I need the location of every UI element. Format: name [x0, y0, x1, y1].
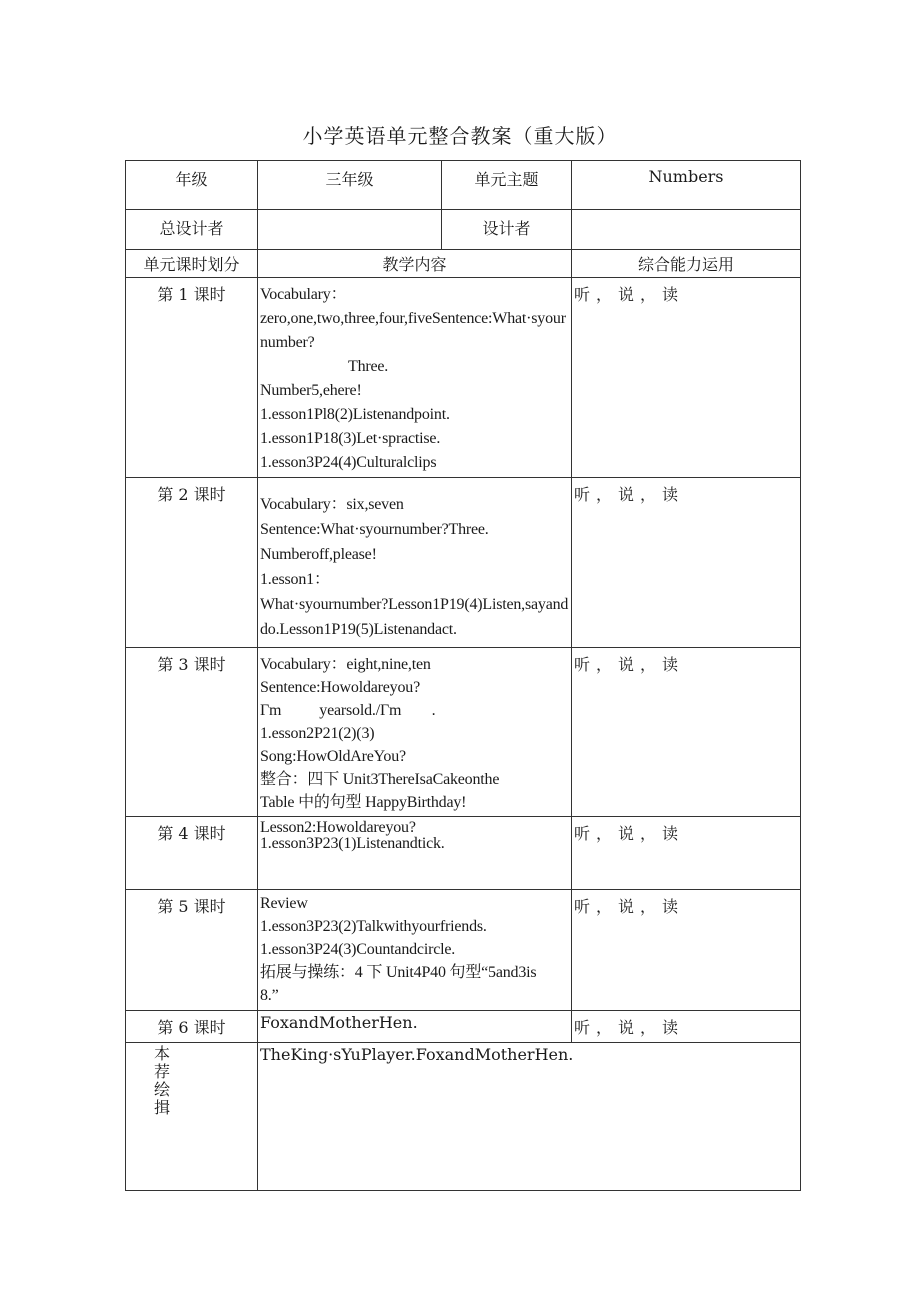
lesson-content [258, 478, 572, 648]
lesson-skills: 听，说，读 [572, 478, 801, 648]
content-line: 整合：四下 Unit3ThereIsaCakeonthe [260, 771, 500, 788]
content-line: 1.esson3P24(4)Culturalclips [260, 454, 437, 471]
content-line: 1.esson3P24(3)Countandcircle. [260, 941, 456, 958]
lesson-content [258, 278, 572, 478]
content-line: Number5,ehere! [260, 382, 362, 399]
recommend-row [126, 1043, 801, 1191]
lesson-skills: 听，说，读 [572, 1011, 801, 1043]
grade-row [126, 161, 801, 210]
content-line: What·syournumber?Lesson1P19(4)Listen,sayanddo.Lesson1P19(5)Listenandact. [260, 596, 569, 638]
skills-header: 综合能力运用 [572, 250, 801, 278]
content-line: Lesson2:Howoldareyou? [260, 819, 416, 836]
content-line: Numberoff,please! [260, 546, 377, 563]
column-header-row [126, 250, 801, 278]
theme-value: Numbers [572, 161, 801, 210]
content-line: Three. [348, 358, 389, 375]
grade-label: 年级 [126, 161, 258, 210]
recommend-label [126, 1043, 258, 1191]
page-title: 小学英语单元整合教案（重大版） [302, 124, 618, 148]
content-line: 1.esson1P18(3)Let·spractise. [260, 430, 441, 447]
content-line: zero,one,two,three,four,fiveSentence:What·syournumber? [260, 310, 566, 351]
lesson-plan-table [125, 160, 801, 1191]
lesson-label: 第 6 课时 [126, 1011, 258, 1043]
content-line: Review [260, 895, 308, 912]
content-line: Song:HowOldAreYou? [260, 748, 406, 765]
content-header: 教学内容 [258, 250, 572, 278]
lesson-skills: 听，说，读 [572, 817, 801, 890]
lesson-skills: 听，说，读 [572, 278, 801, 478]
content-line: 1.esson1： [260, 571, 330, 588]
lesson-row [126, 1011, 801, 1043]
lesson-row [126, 278, 801, 478]
lesson-content [258, 890, 572, 1011]
designer-label: 设计者 [442, 210, 572, 250]
lesson-label: 第 1 课时 [126, 278, 258, 478]
content-line: 8.” [260, 987, 279, 1004]
content-line: 1.esson2P21(2)(3) [260, 725, 375, 742]
content-line: Vocabulary： [260, 286, 347, 303]
content-line: 1.esson3P23(1)Listenandtick. [260, 835, 445, 852]
recommend-label-char: 荐 [154, 1062, 171, 1081]
division-header: 单元课时划分 [126, 250, 258, 278]
theme-label: 单元主题 [442, 161, 572, 210]
lesson-row [126, 648, 801, 817]
content-line: 1.esson1Pl8(2)Listenandpoint. [260, 406, 450, 423]
content-line: Vocabulary：six,seven [260, 496, 404, 513]
lesson-skills: 听，说，读 [572, 648, 801, 817]
lesson-row [126, 890, 801, 1011]
chief-designer-value [258, 210, 442, 250]
grade-value: 三年级 [258, 161, 442, 210]
lesson-row [126, 817, 801, 890]
content-line: Γm yearsold./Γm . [260, 702, 436, 719]
content-line: 拓展与操练：4 下 Unit4P40 句型“5and3is [260, 964, 537, 981]
chief-designer-label: 总设计者 [126, 210, 258, 250]
lesson-label: 第 3 课时 [126, 648, 258, 817]
content-line: 1.esson3P23(2)Talkwithyourfriends. [260, 918, 487, 935]
lesson-label: 第 2 课时 [126, 478, 258, 648]
content-line: Vocabulary：eight,nine,ten [260, 656, 431, 673]
recommend-content: TheKing·sYuPlayer.FoxandMotherHen. [258, 1043, 801, 1191]
lesson-content: FoxandMotherHen. [258, 1011, 572, 1043]
content-line: Sentence:Howoldareyou? [260, 679, 420, 696]
designer-value [572, 210, 801, 250]
lesson-content [258, 648, 572, 817]
designer-row [126, 210, 801, 250]
content-line: Sentence:What·syournumber?Three. [260, 521, 489, 538]
recommend-label-char: 绘 [154, 1080, 171, 1099]
lesson-label: 第 5 课时 [126, 890, 258, 1011]
lesson-content [258, 817, 572, 890]
lesson-row [126, 478, 801, 648]
lesson-label: 第 4 课时 [126, 817, 258, 890]
recommend-label-char: 揖 [154, 1098, 171, 1117]
content-line: Table 中的句型 HappyBirthday! [260, 794, 467, 811]
lesson-skills: 听，说，读 [572, 890, 801, 1011]
recommend-label-char: 本 [154, 1044, 171, 1063]
